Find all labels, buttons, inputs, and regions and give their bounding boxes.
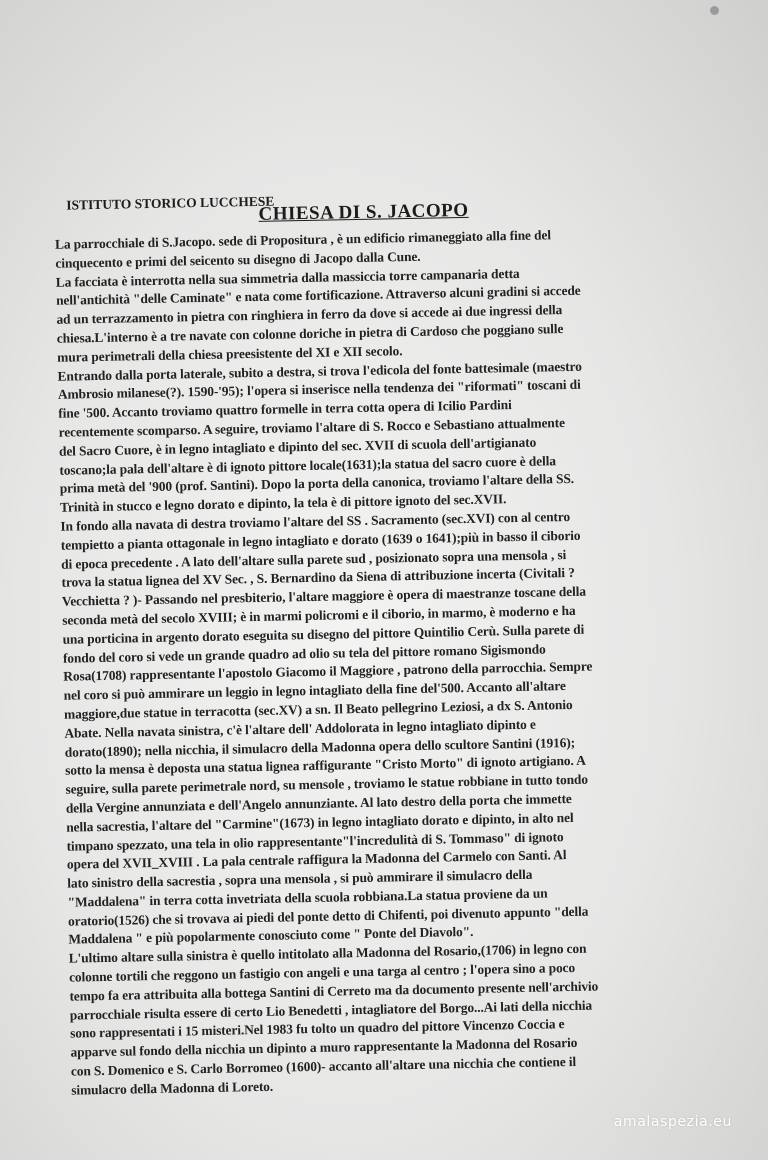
text-line: timpano spezzato, una tela in olio rappresentante"l'incredulità di S. Tommaso" di ignoto [66, 828, 564, 854]
text-line: nel coro si può ammirare un leggio in legno intagliato della fine del'500. Accanto all'altare [63, 678, 566, 703]
text-line: fondo del coro si vede un grande quadro ad olio su tela del pittore romano Sigismondo [62, 640, 546, 666]
text-line: toscano;la pala dell'altare è di ignoto pittore locale(1631);la statua del sacro cuore è della [59, 452, 556, 478]
text-line: Rosa(1708) rappresentante l'apostolo Giacomo il Maggiore , patrono della parrocchia. Sempre [63, 658, 593, 685]
text-line: Abate. Nella navata sinistra, c'è l'altare dell' Addolorata in legno intagliato dipinto e [64, 716, 536, 741]
text-line: lato sinistro della sacrestia , sopra una mensola , si può ammirare il simulacro della [67, 866, 533, 891]
text-line: prima metà del '900 (prof. Santini). Dopo la porta della canonica, troviamo l'altare della SS. [59, 471, 575, 497]
text-line: mura perimetrali della chiesa preesistente del XI e XII secolo. [57, 342, 403, 365]
text-line: colonne tortili che reggono un fastigio con angeli e una targa al centro ; l'opera sino a poco [68, 960, 576, 985]
text-line: La facciata è interrotta nella sua simmetria dalla massiccia torre campanaria detta [55, 265, 520, 290]
pin-mark [710, 6, 719, 15]
text-line: L'ultimo altare sulla sinistra è quello intitolato alla Madonna del Rosario,(1706) in legno con [68, 941, 587, 966]
text-line: cinquecento e primi del seicento su disegno di Jacopo dalla Cune. [55, 248, 421, 271]
text-line: opera del XVII_XVIII . La pala centrale raffigura la Madonna del Carmelo con Santi. Al [66, 847, 567, 872]
text-line: ad un terrazzamento in pietra con ringhiera in ferro da dove si accede ai due ingressi della [56, 302, 563, 327]
text-line: di epoca precedente . A lato dell'altare sulla parete sud , posizionato sopra una mensola , si [61, 546, 567, 572]
watermark-text: amalaspezia.eu [613, 1114, 732, 1130]
text-line: sotto la mensa è deposta una statua lignea raffigurante "Cristo Morto" di ignoto artigiano. A [65, 753, 586, 779]
text-line: della Vergine annunziata e dell'Angelo annunziante. Al lato destro della porta che immette [65, 790, 572, 816]
institute-heading: ISTITUTO STORICO LUCCHESE [66, 193, 275, 213]
text-line: seguire, sulla parete perimetrale nord, su mensole , troviamo le statue robbiane in tutto tondo [65, 771, 589, 797]
text-line: Ambrosio milanese(?). 1590-'95); l'opera si inserisce nella tendenza dei "riformati" toscani di [57, 377, 581, 403]
text-line: Trinità in stucco e legno dorato e dipinto, la tela è di pittore ignoto del sec.XVII. [59, 491, 507, 515]
text-line: nell'antichità "delle Caminate" e nata come fortificazione. Attraverso alcuni gradini si accede [55, 283, 581, 309]
text-line: parrocchiale risulta essere di certo Lio Benedetti , intagliatore del Borgo...Ai lati della nicchia [69, 997, 593, 1023]
text-line: una porticina in argento dorato eseguita su disegno del pittore Quintilio Cerù. Sulla parete di [62, 621, 585, 647]
text-line: oratorio(1526) che si trovava ai piedi del ponte detto di Chifenti, poi divenuto appunto "della [67, 903, 589, 929]
text-line: sono rappresentati i 15 misteri.Nel 1983 fu tolto un quadro del pittore Vincenzo Coccia e [70, 1016, 565, 1042]
printed-sheet [44, 177, 751, 1098]
text-line: nella sacrestia, l'altare del "Carmine"(1673) in legno intagliato dorato e dipinto, in alto nel [66, 809, 574, 835]
text-line: Maddalena " e più popolarmente conosciuto come " Ponte del Diavolo". [68, 924, 474, 948]
text-line: chiesa.L'interno è a tre navate con colonne doriche in pietra di Cardoso che poggiano sulle [56, 321, 564, 346]
text-line: seconda metà del secolo XVIII; è in marmi policromi e il ciborio, in marmo, è moderno e ha [62, 602, 576, 628]
text-line: trova la statua lignea del XV Sec. , S. Bernardino da Siena di attribuzione incerta (Civitali ? [61, 565, 575, 591]
text-line: Vecchietta ? )- Passando nel presbiterio, l'altare maggiore è opera di maestranze toscane della [61, 583, 587, 609]
text-line: "Maddalena" in terra cotta invetriata della scuola robbiana.La statua proviene da un [67, 885, 548, 910]
page-title: CHIESA DI S. JACOPO [258, 199, 469, 225]
text-line: recentemente scomparso. A seguire, troviamo l'altare di S. Rocco e Sebastiano attualmente [58, 415, 566, 440]
text-line: tempietto a pianta ottagonale in legno intagliato e dorato (1639 o 1641);più in basso il ciborio [60, 527, 581, 553]
text-line: del Sacro Cuore, è in legno intagliato e dipinto del sec. XVII di scuola dell'artigianato [58, 434, 537, 459]
text-line: simulacro della Madonna di Loreto. [71, 1078, 274, 1098]
text-line: fine '500. Accanto troviamo quattro formelle in terra cotta opera di Icilio Pardini [58, 397, 512, 421]
text-line: Entrando dalla porta laterale, subito a destra, si trova l'edicola del fonte battesimale (maestro [57, 358, 582, 384]
text-line: dorato(1890); nella nicchia, il simulacro della Madonna opera dello scultore Santini (1916); [64, 734, 576, 760]
text-line: con S. Domenico e S. Carlo Borromeo (1600)- accanto all'altare una nicchia che contiene il [70, 1054, 577, 1079]
body-text [55, 223, 743, 1100]
text-line: maggiore,due statue in terracotta (sec.XV) a sn. Il Beato pellegrino Leziosi, a dx S. Antonio [63, 696, 573, 722]
text-line: La parrocchiale di S.Jacopo. sede di Propositura , è un edificio rimaneggiato alla fine del [54, 227, 552, 252]
text-line: tempo fa era attribuita alla bottega Santini di Cerreto ma da documento presente nell'archivio [69, 978, 599, 1004]
text-line: In fondo alla navata di destra troviamo l'altare del SS . Sacramento (sec.XVI) con al centro [60, 508, 571, 534]
text-line: apparve sul fondo della nicchia un dipinto a muro rappresentante la Madonna del Rosario [70, 1035, 578, 1060]
